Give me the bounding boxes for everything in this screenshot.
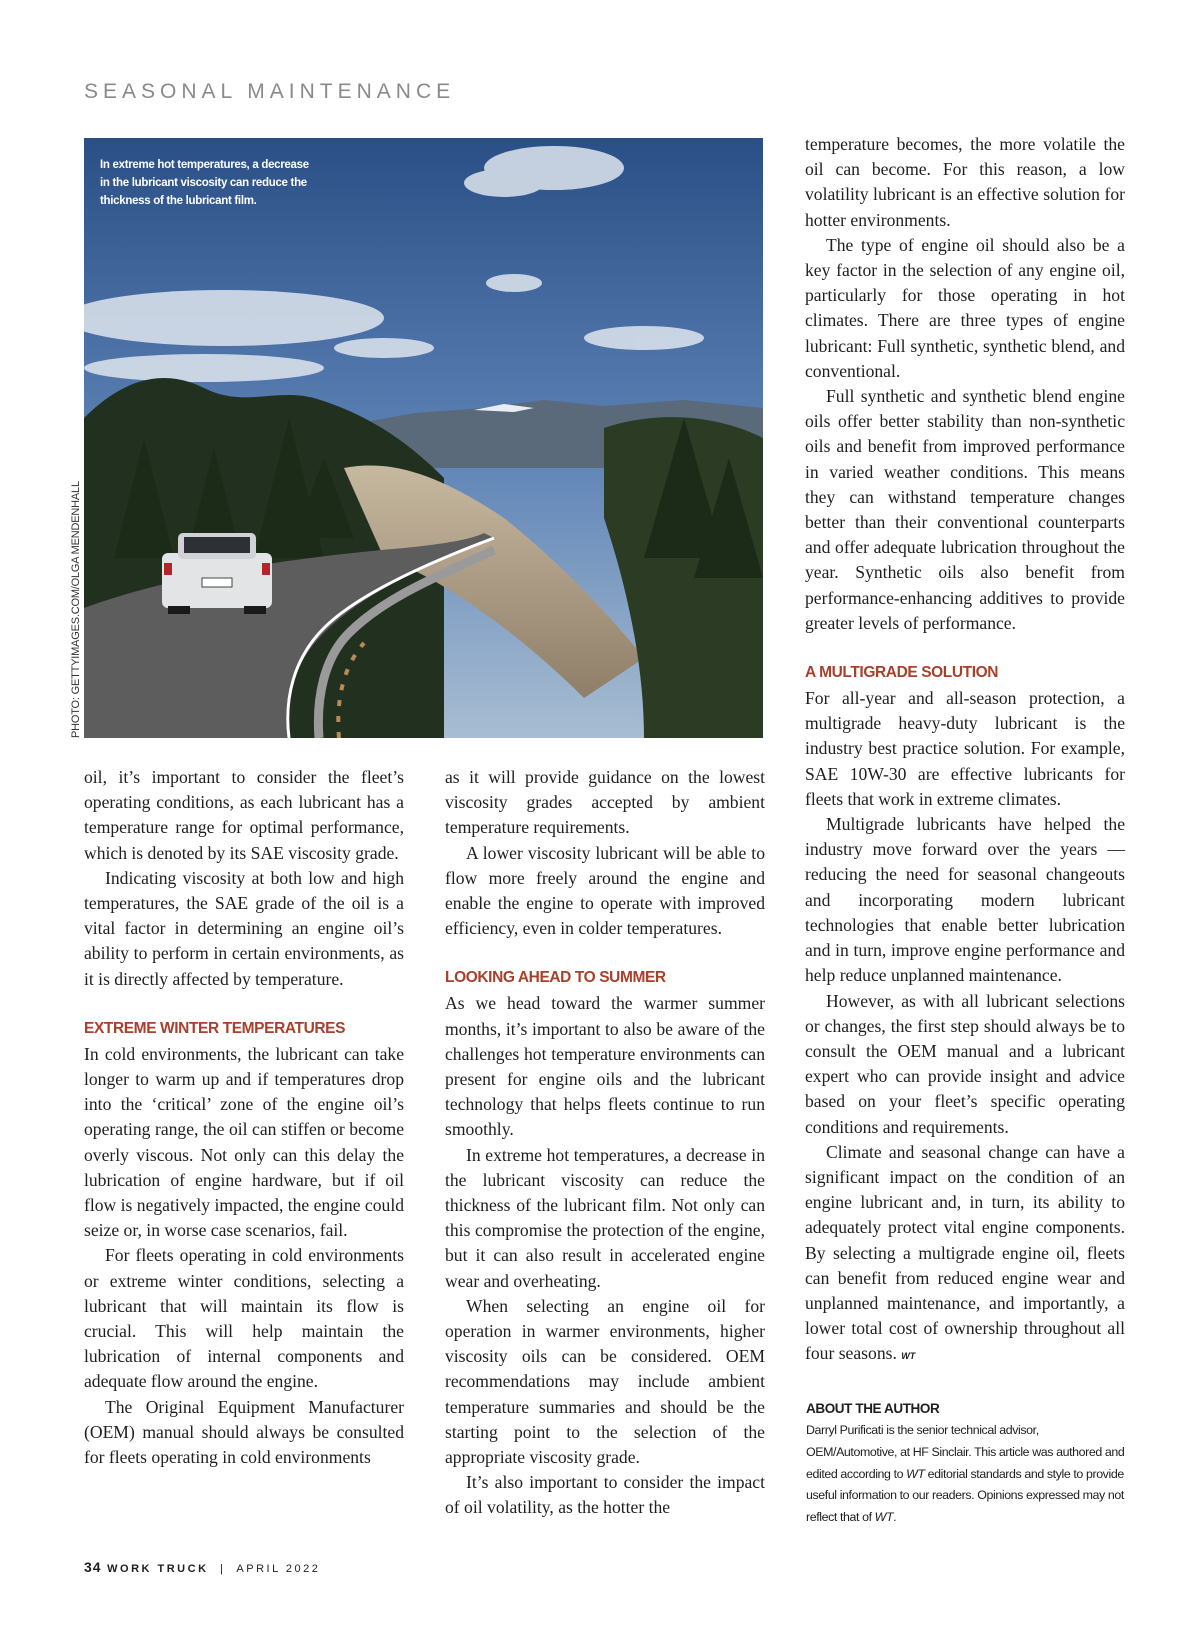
article-photo	[84, 138, 763, 738]
paragraph-text: Climate and seasonal change can have a significant impact on the condition of an engine lubricant and, in turn, its ability to adequately protect vital engine components. By selecting a multigrade engine oil, fleets can benefit from reduced engine wear and unplanned maintenance, and importantly, a lower total cost of ownership throughout all four seasons.	[805, 1141, 1125, 1364]
author-bio-text: .	[893, 1510, 897, 1525]
author-bio-text: editorial standards and style to provide useful information to our readers. Opinions expressed may not reflect that of	[806, 1466, 1124, 1525]
paragraph: However, as with all lubricant selections or changes, the first step should always be to consult the OEM manual and a lubricant expert who can provide insight and advice based on your fleet’s specific operating conditions and requirements.	[805, 990, 1125, 1137]
issue-date: APRIL 2022	[236, 1563, 321, 1575]
paragraph: The Original Equipment Manufacturer (OEM) manual should always be consulted for fleets operating in cold environments	[84, 1396, 404, 1468]
about-the-author	[806, 1401, 1126, 1529]
mountain-road-photo	[84, 138, 763, 738]
pickup-truck	[162, 533, 272, 614]
page-number: 34	[84, 1559, 102, 1575]
author-bio-wt: WT	[874, 1510, 894, 1525]
paragraph: In cold environments, the lubricant can take longer to warm up and if temperatures drop into the ‘critical’ zone of the engine oil’s operating range, the oil can stiffen or become overly viscous. Not only can this delay the lubrication of engine hardware, but if oil flow is negatively impacted, the engine could seize or, in worse case scenarios, fail.	[84, 1043, 405, 1241]
paragraph: It’s also important to consider the impact of oil volatility, as the hotter the	[445, 1472, 765, 1518]
end-mark-logo: WT	[901, 1351, 916, 1362]
section-heading: A MULTIGRADE SOLUTION	[805, 664, 999, 682]
paragraph: In extreme hot temperatures, a decrease in the lubricant viscosity can reduce the thickness of the lubricant film. Not only can this compromise the protection of the engine, but it can also result in accelerated engine wear and overheating.	[445, 1144, 765, 1291]
section-heading: EXTREME WINTER TEMPERATURES	[84, 1019, 346, 1037]
article-column-1	[84, 765, 404, 1470]
author-bio	[806, 1420, 1126, 1529]
author-bio-text: Darryl Purificati is the senior technical advisor, OEM/Automotive, at HF Sinclair. This article was authored and edited according to	[806, 1423, 1125, 1481]
section-heading: LOOKING AHEAD TO SUMMER	[445, 969, 666, 987]
paragraph: Multigrade lubricants have helped the industry move forward over the years — reducing the need for seasonal changeouts and incorporating modern lubricant technologies that enable better lubrication and in turn, improve engine performance and help reduce unplanned maintenance.	[805, 814, 1125, 986]
paragraph: When selecting an engine oil for operation in warmer environments, higher viscosity oils can be considered. OEM recommendations may include ambient temperature summaries and should be the starting point to the selection of the appropriate viscosity grade.	[445, 1295, 765, 1468]
paragraph-final	[805, 1140, 1125, 1370]
paragraph: Indicating viscosity at both low and high temperatures, the SAE grade of the oil is a vital factor in determining an engine oil’s ability to perform in certain environments, as it is directly affected by temperature.	[84, 867, 404, 989]
author-bio-wt: WT	[906, 1466, 925, 1481]
article-column-3	[805, 132, 1125, 1370]
photo-caption: In extreme hot temperatures, a decrease in the lubricant viscosity can reduce the thickness of the lubricant film.	[100, 159, 309, 207]
magazine-name: WORK TRUCK	[107, 1563, 209, 1575]
photo-credit: PHOTO: GETTYIMAGES.COM/OLGA MENDENHALL	[70, 481, 82, 738]
footer-separator: |	[220, 1563, 226, 1575]
section-label: SEASONAL MAINTENANCE	[84, 80, 456, 103]
article-column-2	[445, 765, 765, 1521]
paragraph: Full synthetic and synthetic blend engine oils offer better stability than non-synthetic oils and benefit from improved performance in varied weather conditions. This means they can withstand temperature changes better than their conventional counterparts and offer adequate lubrication throughout the year. Synthetic oils also benefit from performance-enhancing additives to provide greater levels of performance.	[805, 386, 1125, 633]
paragraph: The type of engine oil should also be a key factor in the selection of any engine oil, particularly for those operating in hot climates. There are three types of engine lubricant: Full synthetic, synthetic blend, and conventional.	[805, 234, 1125, 381]
paragraph: oil, it’s important to consider the fleet’s operating conditions, as each lubricant has a temperature range for optimal performance, which is denoted by its SAE viscosity grade.	[84, 767, 404, 863]
paragraph: As we head toward the warmer summer months, it’s important to also be aware of the challenges hot temperature environments can present for engine oils and the lubricant technology that helps fleets continue to run smoothly.	[445, 993, 765, 1140]
paragraph: A lower viscosity lubricant will be able to flow more freely around the engine and enable the engine to operate with improved efficiency, even in colder temperatures.	[445, 842, 765, 939]
paragraph: temperature becomes, the more volatile the oil can become. For this reason, a low volatility lubricant is an effective solution for hotter environments.	[805, 134, 1125, 230]
page-footer	[84, 1559, 320, 1575]
paragraph: For all-year and all-season protection, a multigrade heavy-duty lubricant is the industry best practice solution. For example, SAE 10W-30 are effective lubricants for fleets that work in extreme climates.	[805, 688, 1125, 809]
paragraph: as it will provide guidance on the lowest viscosity grades accepted by ambient temperature requirements.	[445, 767, 765, 838]
author-heading: ABOUT THE AUTHOR	[806, 1401, 940, 1416]
paragraph: For fleets operating in cold environments or extreme winter conditions, selecting a lubricant that will maintain its flow is crucial. This will help maintain the lubrication of internal components and adequate flow around the engine.	[84, 1245, 404, 1392]
